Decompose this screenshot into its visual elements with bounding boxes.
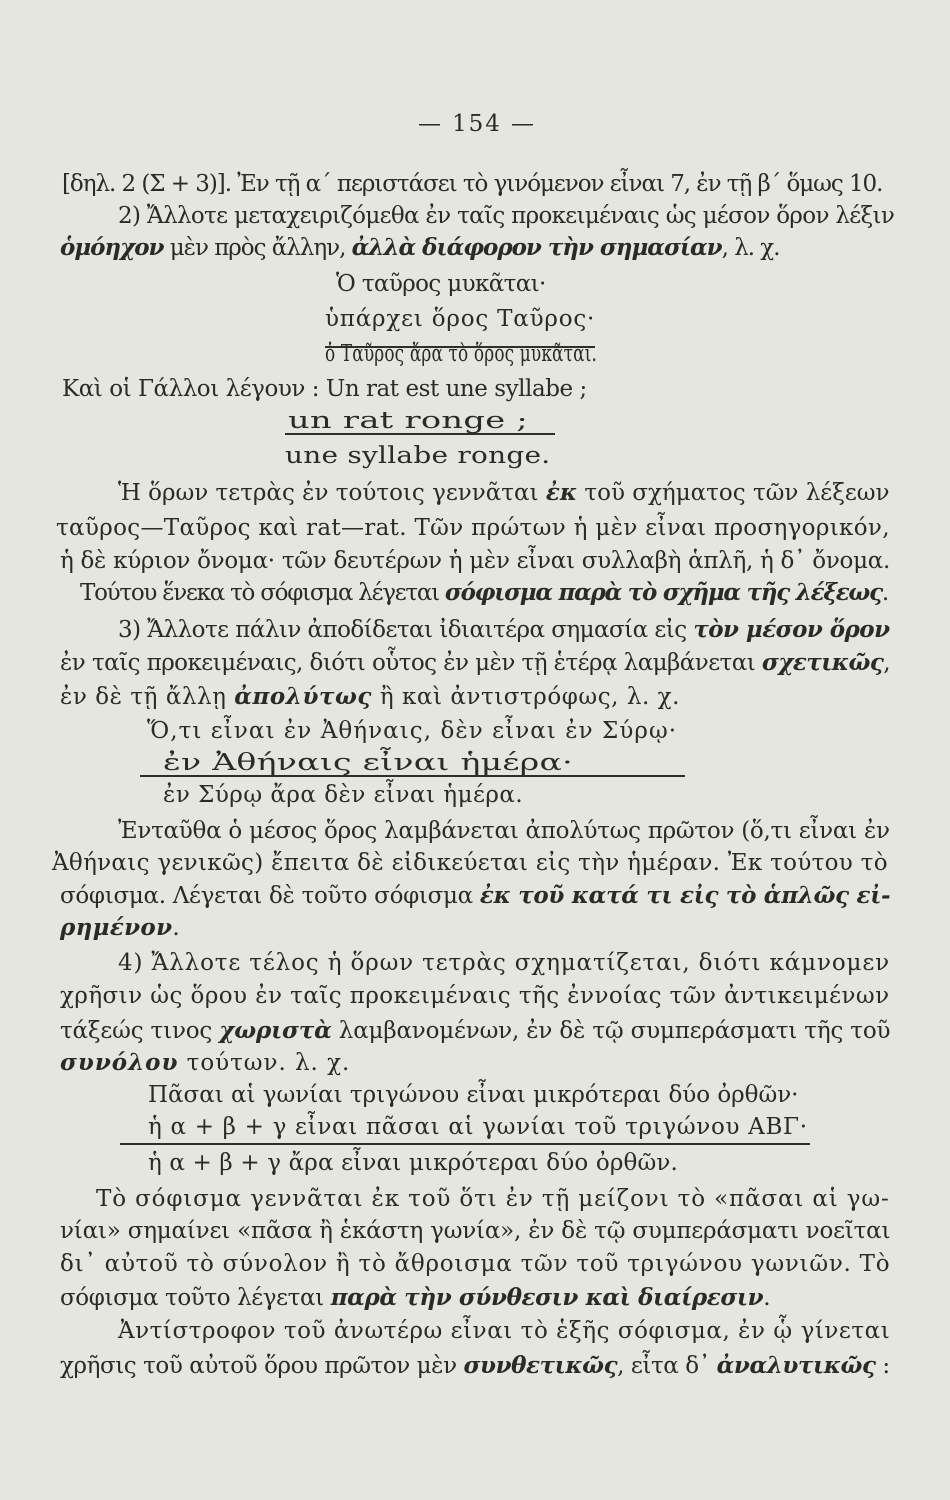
- text-line: [163, 779, 523, 811]
- emphasis-text: συνθετικῶς: [463, 1352, 618, 1379]
- emphasis-text: ρημένον: [60, 914, 173, 941]
- text-segment: ἐν Ἀθήναις εἶναι ἡμέρα·: [163, 750, 573, 776]
- text-segment: un rat ronge ;: [288, 408, 529, 434]
- text-segment: ἐν ταῖς προκειμέναις, διότι οὗτος ἐν μὲν τῇ ἑτέρᾳ λαμβάνεται: [60, 650, 762, 676]
- text-segment: ἢ καὶ ἀντιστρόφως, λ. χ.: [371, 684, 680, 710]
- text-segment: νίαι» σημαίνει «πᾶσα ἢ ἑκάστη γωνία», ἐν δὲ τῷ συμπεράσματι νοεῖται: [60, 1218, 891, 1244]
- text-line: [118, 200, 894, 232]
- text-segment: Πᾶσαι αἱ γωνίαι τριγώνου εἶναι μικρότεραι δύο ὀρθῶν·: [148, 1082, 799, 1108]
- emphasis-text: σχετικῶς: [761, 649, 884, 676]
- emphasis-text: παρὰ τὴν σύνθεσιν καὶ διαίρεσιν: [330, 1284, 764, 1311]
- text-segment: ἐν δὲ τῇ ἄλλῃ: [60, 684, 235, 710]
- text-line: [62, 373, 587, 405]
- text-segment: .: [172, 915, 181, 941]
- text-segment: une syllabe ronge.: [285, 443, 551, 469]
- text-segment: Ἡ ὅρων τετρὰς ἐν τούτοις γεννᾶται: [118, 480, 546, 506]
- emphasis-text: ἀλλὰ διάφορον τὴν σημασίαν: [351, 234, 722, 261]
- text-line: [118, 477, 890, 509]
- text-segment: .: [881, 580, 888, 606]
- emphasis-text: σόφισμα παρὰ τὸ σχῆμα τῆς λέξεως: [444, 579, 882, 606]
- text-segment: τούτων. λ. χ.: [178, 1050, 351, 1076]
- emphasis-text: συνόλου: [60, 1049, 179, 1076]
- text-line: [285, 440, 550, 472]
- text-segment: :: [875, 1353, 890, 1379]
- text-line: [60, 912, 180, 944]
- text-segment: Τὸ σόφισμα γεννᾶται ἐκ τοῦ ὅτι ἐν τῇ μείζονι τὸ «πᾶσαι αἱ γω-: [96, 1186, 890, 1212]
- text-segment: [δηλ. 2 (Σ + 3)]. Ἐν τῇ α΄ περιστάσει τὸ γινόμενον εἶναι 7, ἐν τῇ β΄ ὅμως 10.: [62, 171, 883, 197]
- text-line: [325, 303, 595, 335]
- text-line: [52, 847, 888, 879]
- text-segment: 2) Ἄλλοτε μεταχειριζόμεθα ἐν ταῖς προκειμέναις ὡς μέσον ὅρον λέξιν: [118, 203, 895, 229]
- text-line: [118, 947, 890, 979]
- text-segment: ,: [883, 650, 891, 676]
- text-segment: ὑπάρχει ὅρος Ταῦρος·: [325, 306, 596, 332]
- text-line: [148, 1079, 798, 1111]
- text-line: [60, 1015, 890, 1047]
- text-segment: Ὁ ταῦρος μυκᾶται·: [336, 271, 546, 297]
- emphasis-text: ἐκ τοῦ κατά τι εἰς τὸ ἁπλῶς εἰ-: [479, 882, 891, 909]
- text-line: [118, 1315, 890, 1347]
- text-segment: τοῦ σχήματος τῶν λέξεων: [577, 480, 890, 506]
- text-line: [60, 1047, 350, 1079]
- text-line: [96, 1183, 890, 1215]
- text-line: [60, 545, 890, 577]
- text-line: [80, 577, 888, 609]
- text-segment: 3) Ἄλλοτε πάλιν ἀποδίδεται ἰδιαιτέρα σημασία εἰς: [118, 617, 694, 643]
- emphasis-text: τὸν μέσον ὅρον: [693, 616, 890, 643]
- text-line: [60, 1215, 890, 1247]
- text-line: [148, 1147, 678, 1179]
- text-segment: ἡ α + β + γ ἄρα εἶναι μικρότεραι δύο ὀρθῶν.: [148, 1150, 679, 1176]
- text-line: [325, 338, 597, 370]
- syllogism-rule-2: [285, 433, 555, 435]
- text-segment: .: [763, 1285, 771, 1311]
- text-segment: Ὅ,τι εἶναι ἐν Ἀθήναις, δὲν εἶναι ἐν Σύρῳ·: [147, 718, 678, 744]
- text-segment: χρῆσιν ὡς ὅρου ἐν ταῖς προκειμέναις τῆς ἐννοίας τῶν ἀντικειμένων: [60, 983, 890, 1009]
- text-segment: τάξεώς τινος: [60, 1018, 220, 1044]
- text-segment: λαμβανομένων, ἐν δὲ τῷ συμπεράσματι τῆς τοῦ: [331, 1018, 891, 1044]
- text-line: [336, 268, 546, 300]
- text-line: [60, 1282, 770, 1314]
- text-segment: Τούτου ἕνεκα τὸ σόφισμα λέγεται: [80, 580, 445, 606]
- text-line: [118, 815, 890, 847]
- text-segment: , εἶτα δ᾽: [617, 1353, 717, 1379]
- text-line: [147, 715, 677, 747]
- text-line: [118, 614, 889, 646]
- emphasis-text: χωριστὰ: [219, 1017, 332, 1044]
- emphasis-text: ἀπολύτως: [234, 683, 372, 710]
- text-segment: μὲν πρὸς ἄλλην,: [163, 235, 352, 261]
- syllogism-rule-3: [140, 775, 685, 777]
- text-line: [60, 980, 890, 1012]
- text-line: [56, 512, 890, 544]
- text-line: [148, 1111, 808, 1143]
- text-segment: 4) Ἄλλοτε τέλος ἡ ὅρων τετρὰς σχηματίζεται, διότι κάμνομεν: [118, 950, 890, 976]
- text-line: [60, 232, 780, 264]
- text-line: [60, 681, 680, 713]
- text-line: [60, 1350, 890, 1382]
- text-segment: Ἐνταῦθα ὁ μέσος ὅρος λαμβάνεται ἀπολύτως πρῶτον (ὅ,τι εἶναι ἐν: [118, 818, 890, 844]
- page-number: — 154 —: [418, 111, 536, 137]
- text-segment: σόφισμα τοῦτο λέγεται: [60, 1285, 331, 1311]
- text-segment: δι᾽ αὐτοῦ τὸ σύνολον ἢ τὸ ἄθροισμα τῶν τοῦ τριγώνου γωνιῶν. Τὸ: [60, 1251, 891, 1277]
- text-segment: χρῆσις τοῦ αὐτοῦ ὅρου πρῶτον μὲν: [60, 1353, 464, 1379]
- syllogism-rule-4: [120, 1143, 810, 1145]
- text-segment: ἡ α + β + γ εἶναι πᾶσαι αἱ γωνίαι τοῦ τριγώνου ΑΒΓ·: [148, 1114, 808, 1140]
- text-segment: σόφισμα. Λέγεται δὲ τοῦτο σόφισμα: [60, 883, 480, 909]
- emphasis-text: ὁμόηχον: [60, 234, 164, 261]
- text-segment: ταῦρος—Ταῦρος καὶ rat—rat. Τῶν πρώτων ἡ μὲν εἶναι προσηγορικόν,: [56, 515, 890, 541]
- syllogism-rule-1: [325, 346, 595, 348]
- text-segment: Ἀντίστροφον τοῦ ἀνωτέρω εἶναι τὸ ἑξῆς σόφισμα, ἐν ᾧ γίνεται: [118, 1318, 891, 1344]
- emphasis-text: ἀναλυτικῶς: [716, 1352, 876, 1379]
- text-segment: Ἀθήναις γενικῶς) ἔπειτα δὲ εἰδικεύεται εἰς τὴν ἡμέραν. Ἐκ τούτου τὸ: [52, 850, 888, 876]
- text-segment: ἡ δὲ κύριον ὄνομα· τῶν δευτέρων ἡ μὲν εἶναι συλλαβὴ ἁπλῆ, ἡ δ᾽ ὄνομα.: [60, 548, 890, 574]
- text-segment: ἐν Σύρῳ ἄρα δὲν εἶναι ἡμέρα.: [163, 782, 524, 808]
- text-line: [60, 647, 890, 679]
- text-segment: ὁ Ταῦρος ἄρα τὸ ὅρος μυκᾶται.: [325, 341, 597, 367]
- text-segment: , λ. χ.: [721, 235, 780, 261]
- text-line: [60, 1248, 890, 1280]
- text-line: [60, 880, 890, 912]
- text-line: [62, 168, 882, 200]
- emphasis-text: ἐκ: [545, 479, 578, 506]
- text-segment: Καὶ οἱ Γάλλοι λέγουν : Un rat est une syllabe ;: [62, 376, 587, 402]
